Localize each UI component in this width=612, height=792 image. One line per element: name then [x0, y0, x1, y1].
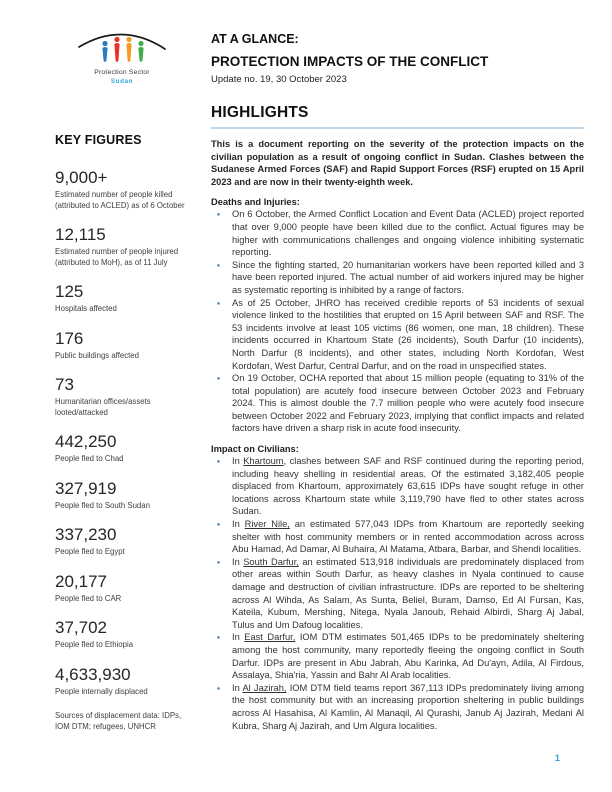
bullet-text-underlined: South Darfur,: [243, 556, 299, 567]
bullet-text-pre: In: [232, 632, 245, 643]
bullet-text-underlined: Khartoum: [243, 456, 284, 467]
report-title-line2: PROTECTION IMPACTS OF THE CONFLICT: [211, 54, 489, 69]
key-figure-value: 442,250: [55, 432, 117, 451]
key-figure-value: 12,115: [55, 225, 106, 244]
key-figure-killed: [55, 167, 193, 211]
report-header: [211, 32, 591, 85]
bullet-text-pre: In: [232, 519, 245, 530]
square-bullet-icon: ▪: [217, 682, 221, 693]
key-figure-fled-chad: [55, 431, 193, 465]
key-figure-fled-egypt: [55, 524, 193, 558]
impact-civilians-list: [211, 455, 584, 732]
key-figure-value: 37,702: [55, 618, 107, 637]
bullet-text: an estimated 577,043 IDPs from Khartoum are reportedly seeking shelter with host community members or in rented accommodation across across Abu Hamad, Ad Damar, Al Buhaira, Al Matama, Atbara, Barbar, and Shendi localities.: [232, 519, 584, 555]
bullet-text: IOM DTM field teams report 367,113 IDPs predominately living among the host community but with an increasing proportion sheltering in public buildings across Al Hasahisa, Al Kamlin, Al Manaqil, Al Qurashi, Janub Aj Jazirah, Medani Al Kubra, Sharg Aj Jazirah, and Um Algura localities.: [232, 682, 584, 731]
highlights-title: HIGHLIGHTS: [211, 104, 584, 129]
square-bullet-icon: ▪: [217, 456, 221, 467]
intro-paragraph: This is a document reporting on the severity of the protection impacts on the civilian population as a result of ongoing conflict in Sudan. Clashes between the Sudanese Armed Forces (SAF) and Rapid Support Forces (RSF) erupted on 15 April 2023 and are now in their twenty-eighth week.: [211, 139, 584, 187]
key-figure-fled-ethiopia: [55, 617, 193, 651]
highlights-section: [211, 104, 584, 732]
bullet-text-underlined: East Darfur,: [244, 632, 296, 643]
key-figure-internally-displaced: [55, 664, 193, 698]
bullet-item: [211, 556, 584, 632]
key-figure-value: 125: [55, 282, 84, 301]
key-figure-fled-south-sudan: [55, 478, 193, 512]
deaths-injuries-list: [211, 208, 584, 435]
bullet-text-pre: In: [232, 556, 244, 567]
key-figure-humanitarian-offices: [55, 374, 193, 418]
key-figure-label: Estimated number of people injured (attributed to MoH), as of 11 July: [55, 247, 179, 267]
key-figure-label: Humanitarian offices/assets looted/attacked: [55, 397, 151, 417]
square-bullet-icon: ▪: [217, 373, 221, 384]
protection-sector-logo-icon: [76, 28, 168, 68]
square-bullet-icon: ▪: [217, 519, 221, 530]
protection-sector-logo: [72, 28, 172, 85]
deaths-injuries-heading: Deaths and Injuries:: [211, 197, 300, 208]
bullet-text-underlined: River Nile,: [244, 519, 290, 530]
bullet-item: [211, 208, 584, 258]
report-update-line: Update no. 19, 30 October 2023: [211, 74, 347, 85]
bullet-text: On 19 October, OCHA reported that about 15 million people (equating to 31% of the total population) are acutely food insecure between October 2023 and February 2024. This is almost double the 7.7 million people who were acutely food insecure between October 2022 and February 2023, implying that conflict impacts and related factors have driven a sharp risk in acute food insecurity.: [232, 373, 584, 434]
bullet-text-pre: In: [232, 682, 243, 693]
bullet-text-pre: In: [232, 456, 244, 467]
key-figure-label: People fled to South Sudan: [55, 500, 150, 510]
key-figures-title: KEY FIGURES: [55, 133, 142, 147]
key-figure-label: People internally displaced: [55, 686, 148, 696]
key-figure-fled-car: [55, 571, 193, 605]
bullet-text: Since the fighting started, 20 humanitarian workers have been reported killed and 3 have been reported injured. The actual number of aid workers injured may be higher as systematic reporting is inhibited by a range of factors.: [232, 259, 584, 295]
key-figure-value: 176: [55, 328, 84, 348]
bullet-text: , clashes between SAF and RSF continued during the reporting period, including heavy shelling in residential areas. Of the estimated 3,182,405 people displaced from Khartoum, approximately 63,615 IDPs have sought refuge in other locations across Khartoum state while 3,119,790 have fled to other states across Sudan.: [232, 456, 584, 517]
key-figure-label: Public buildings affected: [55, 350, 139, 360]
key-figure-label: People fled to Egypt: [55, 547, 125, 556]
square-bullet-icon: ▪: [217, 632, 221, 643]
key-figure-value: 9,000+: [55, 168, 108, 187]
key-figure-label: People fled to Ethiopia: [55, 640, 134, 649]
key-figure-value: 20,177: [55, 571, 107, 591]
key-figure-value: 337,230: [55, 525, 117, 544]
sources-note: Sources of displacement data: IDPs, IOM DTM; refugees, UNHCR: [55, 711, 182, 731]
square-bullet-icon: ▪: [217, 259, 221, 270]
report-title-line1: AT A GLANCE:: [211, 32, 299, 46]
bullet-text: On 6 October, the Armed Conflict Location and Event Data (ACLED) project reported that over 9,000 people have been killed due to the conflict. Actual figures may be higher with communications challenges and ongoing violence inhibiting systematic reporting.: [232, 209, 584, 258]
key-figure-label: Hospitals affected: [55, 304, 117, 313]
key-figure-public-buildings: [55, 328, 193, 362]
logo-country-name: Sudan: [110, 78, 134, 85]
bullet-item: [211, 518, 584, 556]
bullet-item: [211, 372, 584, 435]
bullet-item: [211, 455, 584, 518]
key-figures-sidebar: [55, 133, 193, 732]
key-figure-value: 73: [55, 375, 74, 394]
key-figure-label: People fled to CAR: [55, 593, 122, 603]
key-figure-injured: [55, 224, 193, 268]
bullet-item: [211, 259, 584, 297]
bullet-text: As of 25 October, JHRO has received credible reports of 53 incidents of sexual violence linked to the hostilities that erupted on 15 April between SAF and RSF. The 53 incidents involve at least 105 victims (86 women, one man, 18 children). These incidents occurred in Khartoum State (26 incidents), South Darfur (10 incidents), North Darfur (8 incidents), and other states, including North Kordofan, West Kordofan, West Darfur, Central Darfur, and on the road in unspecified states.: [232, 297, 584, 371]
bullet-text: an estimated 513,918 individuals are predominately displaced from other areas within South Darfur, as heavy clashes in Nyala continued to cause damage and destruction of civilian infrastructure. IDPs are reported to be sheltering across Al Wihda, As Salam, As Sunta, Beliel, Buram, Damso, Ed Al Fursan, Kas, Kateila, Kubum, Mershing, Nitega, Nyala Janoub, Rehaid Albirdi, Sharg Aj Jabal, Tulus and Um Dafoug localities.: [232, 556, 585, 630]
key-figure-label: Estimated number of people killed (attributed to ACLED) as of 6 October: [55, 190, 185, 210]
key-figure-hospitals: [55, 281, 193, 315]
page-number: 1: [554, 753, 560, 764]
impact-civilians-heading: Impact on Civilians:: [211, 444, 299, 455]
bullet-item: [211, 631, 584, 681]
square-bullet-icon: ▪: [217, 209, 221, 220]
bullet-text: IOM DTM estimates 501,465 IDPs to be predominately sheltering among the host community, many reportedly fleeing the ongoing conflict in South Darfur. IDPs are present in Abu Jabrah, Abu Karinka, Ad Du'ayn, Adila, Al Firdous, Assalaya, Shia'ria, Yassin and Bahr Al Arab localities.: [232, 632, 585, 681]
key-figure-label: People fled to Chad: [55, 454, 124, 463]
key-figure-value: 4,633,930: [55, 664, 131, 684]
key-figure-value: 327,919: [55, 478, 117, 498]
bullet-item: [211, 682, 584, 732]
bullet-item: [211, 297, 584, 373]
bullet-text-underlined: Al Jazirah,: [242, 682, 287, 693]
logo-org-name: Protection Sector: [94, 69, 150, 76]
square-bullet-icon: ▪: [217, 556, 221, 567]
square-bullet-icon: ▪: [217, 297, 221, 308]
